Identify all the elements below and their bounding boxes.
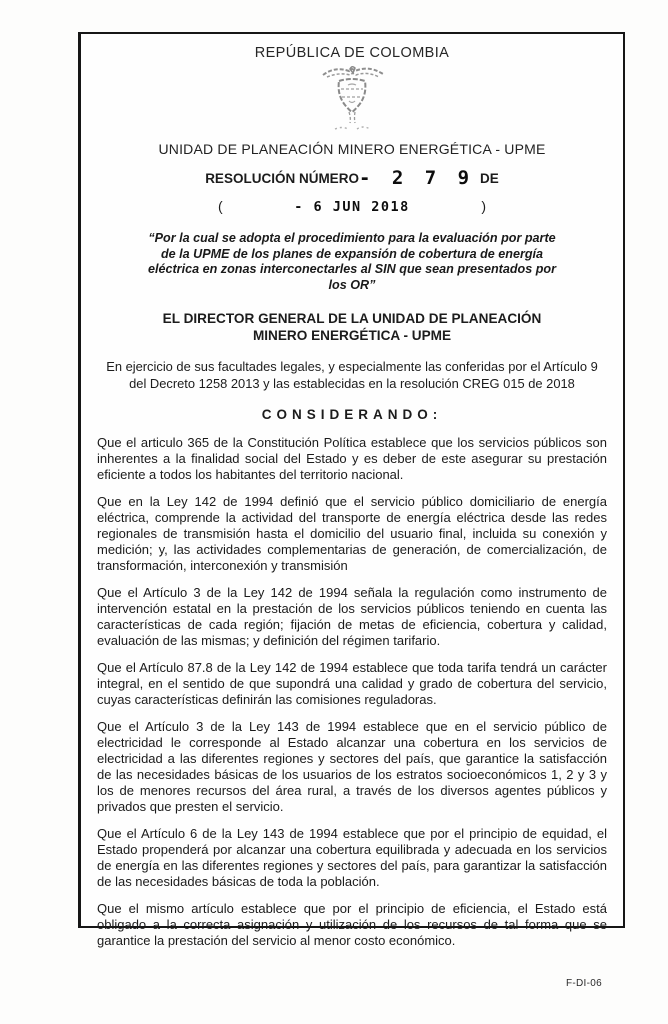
date-stamp: - 6 JUN 2018 — [294, 199, 410, 215]
authority-powers: En ejercicio de sus facultades legales, y especialmente las conferidas por el Artículo 9 del Decreto 1258 2013 y las establecidas en la resolución CREG 015 de 2018 — [106, 359, 598, 391]
open-paren: ( — [218, 198, 223, 214]
resolution-de-label: DE — [480, 171, 499, 186]
republic-title: REPÚBLICA DE COLOMBIA — [254, 45, 450, 61]
recital-paragraph-4: Que el Artículo 87.8 de la Ley 142 de 1994 establece que toda tarifa tendrá un carácter integral, en el sentido de que supondrá una calidad y grado de cobertura del servicio, cuyas características definirán las comisiones reguladoras. — [97, 660, 607, 707]
considerando-heading: CONSIDERANDO: — [261, 407, 443, 422]
recital-paragraph-3: Que el Artículo 3 de la Ley 142 de 1994 señala la regulación como instrumento de intervención estatal en la prestación de los servicios públicos teniendo en cuenta las características de cada región; fijación de metas de eficiencia, cobertura y calidad, evaluación de las mismas; y definición del régimen tarifario. — [97, 585, 607, 648]
close-paren: ) — [481, 198, 486, 214]
recital-paragraph-7: Que el mismo artículo establece que por el principio de eficiencia, el Estado está obligado a la correcta asignación y utilización de los recursos de tal forma que se garantice la prestación del servicio al menor costo económico. — [97, 901, 607, 948]
resolution-label: RESOLUCIÓN NÚMERO — [205, 171, 359, 186]
subject-quote: “Por la cual se adopta el procedimiento para la evaluación por parte de la UPME de los planes de expansión de cobertura de energía eléctrica en zonas interconectarles al SIN que sean presentados por los OR” — [147, 231, 557, 292]
document-border-frame — [78, 32, 625, 948]
resolution-number-stamp: - 2 7 9 — [358, 167, 475, 189]
resolution-date-line — [218, 198, 486, 215]
recital-paragraph-5: Que el Artículo 3 de la Ley 143 de 1994 establece que en el servicio público de electricidad le corresponde al Estado alcanzar una cobertura en los servicios de electricidad a las diferentes regiones y sectores del país, que garantice la satisfacción de las necesidades básicas de los usuarios de los estratos socioeconómicos 1, 2 y 3 y los de menores recursos del área rural, a través de los diversos agentes públicos y privados que presten el servicio. — [97, 719, 607, 814]
recital-paragraph-1: Que el articulo 365 de la Constitución Política establece que los servicios públicos son inherentes a la finalidad social del Estado y es deber de este asegurar su prestación eficiente a todos los habitantes del territorio nacional. — [97, 435, 607, 482]
authority-title: EL DIRECTOR GENERAL DE LA UNIDAD DE PLANEACIÓN MINERO ENERGÉTICA - UPME — [162, 311, 542, 343]
recital-paragraph-6: Que el Artículo 6 de la Ley 143 de 1994 establece que por el principio de equidad, el Estado propenderá por alcanzar una cobertura equilibrada y adecuada en los servicios de energía en las diferentes regiones y sectores del país, para garantizar la satisfacción de las necesidades básicas de toda la población. — [97, 826, 607, 889]
recitals-section — [97, 435, 607, 949]
form-code: F-DI-06 — [566, 978, 602, 989]
resolution-number-line — [97, 166, 607, 188]
recital-paragraph-2: Que en la Ley 142 de 1994 definió que el servicio público domiciliario de energía eléctrica, comprende la actividad del transporte de energía eléctrica desde las redes regionales de transmisión hasta el domicilio del usuario final, incluida su conexión y medición; y, las actividades complementarias de generación, de comercialización, de transformación, interconexión y transmisión — [97, 494, 607, 573]
colombia-coat-of-arms-icon — [97, 63, 607, 137]
entity-title: UNIDAD DE PLANEACIÓN MINERO ENERGÉTICA - UPME — [158, 141, 546, 157]
